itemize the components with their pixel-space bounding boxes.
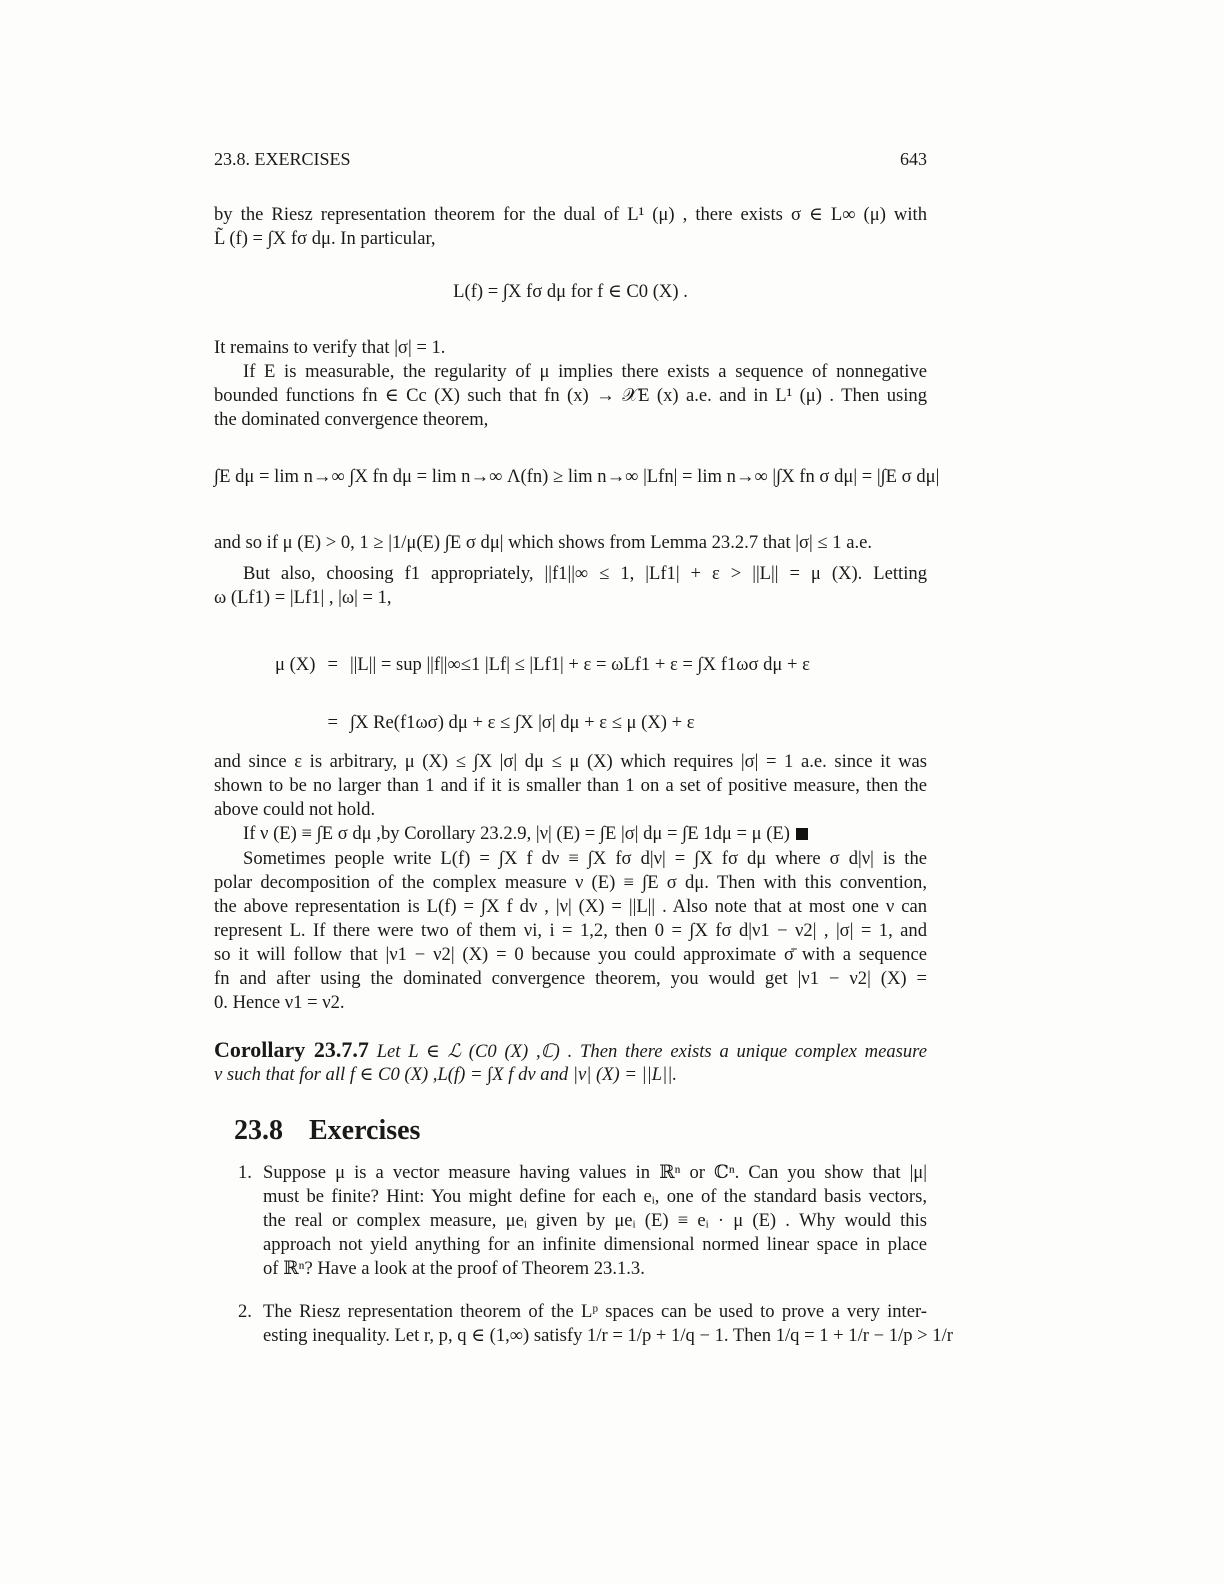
paragraph-line: Sometimes people write L(f) = ∫X f dν ≡ ∫X fσ d|ν| = ∫X fσ dμ where σ d|ν| is the bbox=[243, 848, 927, 869]
corollary-text: ν such that for all f ∈ C0 (X) ,L(f) = ∫X f dν and |ν| (X) = ||L||. bbox=[214, 1064, 677, 1085]
exercise-line: the real or complex measure, μeᵢ given by μeᵢ (E) ≡ eᵢ · μ (E) . Why would this bbox=[263, 1210, 927, 1231]
section-heading bbox=[234, 1115, 420, 1147]
equation-rhs: ∫X Re(f1ωσ) dμ + ε ≤ ∫X |σ| dμ + ε ≤ μ (X) + ε bbox=[349, 712, 695, 733]
exercise-line: The Riesz representation theorem of the Lᵖ spaces can be used to prove a very inter- bbox=[263, 1301, 927, 1322]
lemma-inline-text: and so if μ (E) > 0, 1 ≥ |1/μ(E) ∫E σ dμ| which shows from Lemma 23.2.7 that |σ| ≤ 1 a.e. bbox=[214, 532, 873, 553]
header-page-number: 643 bbox=[900, 149, 927, 169]
paragraph-line: 0. Hence ν1 = ν2. bbox=[214, 992, 345, 1013]
aligned-equations bbox=[269, 636, 816, 752]
exercise-line: Suppose μ is a vector measure having values in ℝⁿ or ℂⁿ. Can you show that |μ| bbox=[263, 1162, 927, 1183]
equation-lhs: μ (X) bbox=[275, 654, 316, 675]
paragraph-line: bounded functions fn ∈ Cc (X) such that fn (x) → 𝒳E (x) a.e. and in L¹ (μ) . Then using bbox=[214, 385, 927, 406]
exercise-item bbox=[238, 1300, 953, 1348]
paragraph-line: the dominated convergence theorem, bbox=[214, 409, 489, 430]
paragraph-line: above could not hold. bbox=[214, 799, 376, 820]
paragraph-line: the above representation is L(f) = ∫X f dν , |ν| (X) = ||L|| . Also note that at most one ν can bbox=[214, 896, 927, 917]
display-equation: L(f) = ∫X fσ dμ for f ∈ C0 (X) . bbox=[453, 281, 688, 302]
equals-sign: = bbox=[327, 654, 338, 675]
corollary-text: Let L ∈ ℒ (C0 (X) ,ℂ) . Then there exists a unique complex measure bbox=[376, 1041, 927, 1062]
exercise-line: approach not yield anything for an infinite dimensional normed linear space in place bbox=[263, 1234, 927, 1255]
paragraph-line: It remains to verify that |σ| = 1. bbox=[214, 337, 446, 358]
exercise-line: esting inequality. Let r, p, q ∈ (1,∞) satisfy 1/r = 1/p + 1/q − 1. Then 1/q = 1 + 1/r − 1/p > 1/r bbox=[263, 1325, 953, 1346]
paragraph-line: fn and after using the dominated convergence theorem, you would get |ν1 − ν2| (X) = bbox=[214, 968, 927, 989]
exercise-number: 1. bbox=[238, 1162, 252, 1183]
corollary-reference-text: If ν (E) ≡ ∫E σ dμ ,by Corollary 23.2.9, |ν| (E) = ∫E |σ| dμ = ∫E 1dμ = μ (E) bbox=[243, 823, 790, 844]
paragraph-line bbox=[214, 1063, 927, 1087]
equals-sign: = bbox=[327, 712, 338, 733]
qed-square-icon bbox=[796, 828, 808, 840]
exercise-line: must be finite? Hint: You might define for each eᵢ, one of the standard basis vectors, bbox=[263, 1186, 927, 1207]
section-number: 23.8 bbox=[234, 1115, 283, 1146]
corollary-title: Corollary 23.7.7 bbox=[214, 1037, 369, 1062]
paragraph-line: L̃ (f) = ∫X fσ dμ. In particular, bbox=[214, 228, 436, 249]
paragraph-line bbox=[214, 822, 927, 846]
paragraph-line: ω (Lf1) = |Lf1| , |ω| = 1, bbox=[214, 587, 392, 608]
corollary-statement bbox=[214, 1038, 927, 1064]
header-section-title: 23.8. EXERCISES bbox=[214, 149, 351, 169]
section-title: Exercises bbox=[309, 1115, 421, 1146]
paragraph-line: by the Riesz representation theorem for the dual of L¹ (μ) , there exists σ ∈ L∞ (μ) with bbox=[214, 204, 927, 225]
paragraph-line bbox=[214, 531, 927, 555]
paragraph-line: shown to be no larger than 1 and if it is smaller than 1 on a set of positive measure, then the bbox=[214, 775, 927, 796]
exercise-item bbox=[238, 1161, 927, 1281]
display-equation: ∫E dμ = lim n→∞ ∫X fn dμ = lim n→∞ Λ(fn) ≥ lim n→∞ |Lfn| = lim n→∞ |∫X fn σ dμ| = |∫E σ dμ| bbox=[214, 466, 940, 487]
exercise-line: of ℝⁿ? Have a look at the proof of Theorem 23.1.3. bbox=[263, 1258, 645, 1279]
paragraph-line: But also, choosing f1 appropriately, ||f1||∞ ≤ 1, |Lf1| + ε > ||L|| = μ (X). Letting bbox=[243, 563, 927, 584]
paragraph-line: represent L. If there were two of them νi, i = 1,2, then 0 = ∫X fσ d|ν1 − ν2| , |σ| = 1, and bbox=[214, 920, 927, 941]
paragraph-line: polar decomposition of the complex measure ν (E) ≡ ∫E σ dμ. Then with this convention, bbox=[214, 872, 927, 893]
equation-rhs: ||L|| = sup ||f||∞≤1 |Lf| ≤ |Lf1| + ε = ωLf1 + ε = ∫X f1ωσ dμ + ε bbox=[349, 654, 810, 675]
paragraph-line: and since ε is arbitrary, μ (X) ≤ ∫X |σ| dμ ≤ μ (X) which requires |σ| = 1 a.e. since it was bbox=[214, 751, 927, 772]
paragraph-line: If E is measurable, the regularity of μ implies there exists a sequence of nonnegative bbox=[243, 361, 927, 382]
paragraph-line: so it will follow that |ν1 − ν2| (X) = 0 because you could approximate σ̄ with a sequence bbox=[214, 944, 927, 965]
exercise-number: 2. bbox=[238, 1301, 252, 1322]
